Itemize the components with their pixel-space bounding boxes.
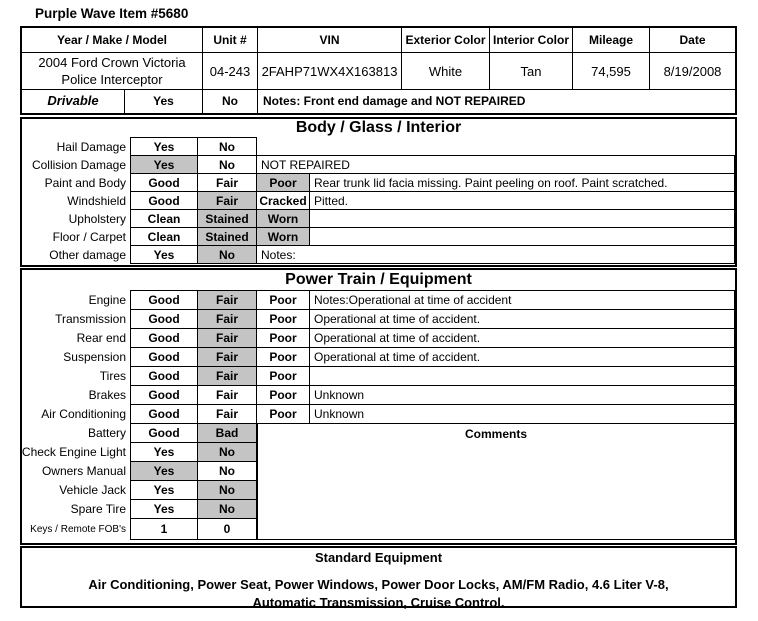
row-label: Other damage (49, 247, 126, 262)
row-air-conditioning (22, 404, 735, 424)
option-poor: Poor (256, 290, 310, 310)
option-good: Good (130, 173, 198, 192)
row-upholstery (22, 209, 735, 228)
row-label: Owners Manual (41, 464, 126, 478)
drivable-label: Drivable (22, 90, 125, 113)
option-stained: Stained (197, 209, 257, 228)
row-hail-damage (22, 137, 735, 156)
column-header-exterior-color: Exterior Color (402, 28, 490, 53)
option-yes: Yes (130, 155, 198, 174)
standard-equipment-title: Standard Equipment (314, 550, 443, 565)
option-good: Good (130, 347, 198, 367)
option-no: No (197, 499, 257, 519)
row-brakes (22, 385, 735, 405)
row-label: Paint and Body (44, 175, 126, 190)
row-label: Check Engine Light (21, 445, 126, 459)
row-notes: Unknown (309, 404, 735, 424)
option-bad: Bad (197, 423, 257, 443)
body-glass-interior-section (20, 117, 737, 267)
option-yes: Yes (130, 499, 198, 519)
standard-equipment-section (20, 546, 737, 608)
power-section-title: Power Train / Equipment (285, 271, 472, 288)
option-no: No (197, 442, 257, 462)
row-label: Spare Tire (70, 502, 126, 516)
option-yes: Yes (130, 245, 198, 264)
row-notes: Notes: (256, 245, 735, 264)
row-windshield (22, 191, 735, 210)
option-good: Good (130, 309, 198, 329)
option-good: Good (130, 328, 198, 348)
column-header-mileage: Mileage (573, 28, 650, 53)
drivable-row (22, 90, 735, 113)
vin-value: 2FAHP71WX4X163813 (258, 53, 402, 90)
option-cracked: Cracked (256, 191, 310, 210)
option-0: 0 (197, 518, 257, 540)
option-no: No (197, 461, 257, 481)
date-value: 8/19/2008 (650, 53, 735, 90)
row-label: Floor / Carpet (52, 229, 126, 244)
option-stained: Stained (197, 227, 257, 246)
row-label: Suspension (63, 350, 126, 364)
row-notes: NOT REPAIRED (256, 155, 735, 174)
option-fair: Fair (197, 366, 257, 386)
row-other-damage (22, 245, 735, 264)
option-clean: Clean (130, 209, 198, 228)
option-fair: Fair (197, 328, 257, 348)
row-notes: Operational at time of accident. (309, 309, 735, 329)
row-label: Windshield (67, 193, 126, 208)
drivable-notes: Notes: Front end damage and NOT REPAIRED (263, 94, 526, 108)
row-label: Collision Damage (31, 157, 126, 172)
row-label: Air Conditioning (41, 407, 126, 421)
option-no: No (197, 245, 257, 264)
row-collision-damage (22, 155, 735, 174)
option-yes: Yes (130, 137, 198, 156)
page-title: Purple Wave Item #5680 (35, 6, 189, 21)
option-worn: Worn (256, 227, 310, 246)
row-paint-and-body (22, 173, 735, 192)
row-tires (22, 366, 735, 386)
column-header-year-make-model: Year / Make / Model (22, 28, 203, 53)
exterior-color-value: White (402, 53, 490, 90)
option-fair: Fair (197, 191, 257, 210)
option-poor: Poor (256, 385, 310, 405)
standard-equipment-line2: Automatic Transmission, Cruise Control. (252, 595, 505, 610)
row-label: Brakes (88, 388, 126, 402)
row-notes: Notes:Operational at time of accident (309, 290, 735, 310)
option-clean: Clean (130, 227, 198, 246)
option-good: Good (130, 385, 198, 405)
option-poor: Poor (256, 347, 310, 367)
row-label: Battery (87, 426, 126, 440)
row-label: Upholstery (68, 211, 126, 226)
row-label: Keys / Remote FOB's (30, 523, 126, 535)
option-poor: Poor (256, 173, 310, 192)
option-fair: Fair (197, 173, 257, 192)
row-notes (309, 227, 735, 246)
option-good: Good (130, 423, 198, 443)
option-good: Good (130, 191, 198, 210)
year-make-model-line1: 2004 Ford Crown Victoria (38, 55, 186, 70)
option-poor: Poor (256, 366, 310, 386)
row-label: Tires (99, 369, 126, 383)
option-no: No (197, 480, 257, 500)
row-notes (309, 209, 735, 228)
column-header-vin: VIN (258, 28, 402, 53)
option-good: Good (130, 366, 198, 386)
comments-title: Comments (464, 427, 527, 441)
row-notes: Unknown (309, 385, 735, 405)
row-transmission (22, 309, 735, 329)
option-fair: Fair (197, 309, 257, 329)
row-notes: Pitted. (309, 191, 735, 210)
mileage-value: 74,595 (573, 53, 650, 90)
option-poor: Poor (256, 404, 310, 424)
option-no: No (203, 90, 258, 113)
row-engine (22, 290, 735, 310)
option-1: 1 (130, 518, 198, 540)
row-notes: Operational at time of accident. (309, 328, 735, 348)
year-make-model-value (22, 53, 203, 90)
option-poor: Poor (256, 309, 310, 329)
option-no: No (197, 155, 257, 174)
power-train-equipment-section (20, 268, 737, 545)
vehicle-info-table (20, 26, 737, 115)
column-header-date: Date (650, 28, 735, 53)
option-fair: Fair (197, 347, 257, 367)
row-rear-end (22, 328, 735, 348)
row-notes (309, 366, 735, 386)
option-yes: Yes (125, 90, 203, 113)
row-label: Rear end (76, 331, 126, 345)
option-worn: Worn (256, 209, 310, 228)
row-notes: Operational at time of accident. (309, 347, 735, 367)
option-poor: Poor (256, 328, 310, 348)
interior-color-value: Tan (490, 53, 573, 90)
option-no: No (197, 137, 257, 156)
option-good: Good (130, 404, 198, 424)
row-notes: Rear trunk lid facia missing. Paint peeling on roof. Paint scratched. (309, 173, 735, 192)
column-header-interior-color: Interior Color (490, 28, 573, 53)
row-label: Vehicle Jack (59, 483, 126, 497)
row-label: Transmission (55, 312, 126, 326)
option-yes: Yes (130, 461, 198, 481)
body-section-title: Body / Glass / Interior (295, 119, 462, 136)
option-fair: Fair (197, 404, 257, 424)
option-fair: Fair (197, 385, 257, 405)
row-floor-carpet (22, 227, 735, 246)
row-label: Hail Damage (56, 139, 126, 154)
column-header-unit-number: Unit # (203, 28, 258, 53)
option-yes: Yes (130, 442, 198, 462)
option-fair: Fair (197, 290, 257, 310)
row-label: Engine (88, 293, 126, 307)
standard-equipment-line1: Air Conditioning, Power Seat, Power Windows, Power Door Locks, AM/FM Radio, 4.6 Liter V-8, (88, 577, 669, 592)
unit-number-value: 04-243 (203, 53, 258, 90)
comments-box (257, 423, 735, 540)
option-yes: Yes (130, 480, 198, 500)
standard-equipment-text (22, 576, 735, 612)
row-suspension (22, 347, 735, 367)
option-good: Good (130, 290, 198, 310)
year-make-model-line2: Police Interceptor (61, 72, 163, 87)
